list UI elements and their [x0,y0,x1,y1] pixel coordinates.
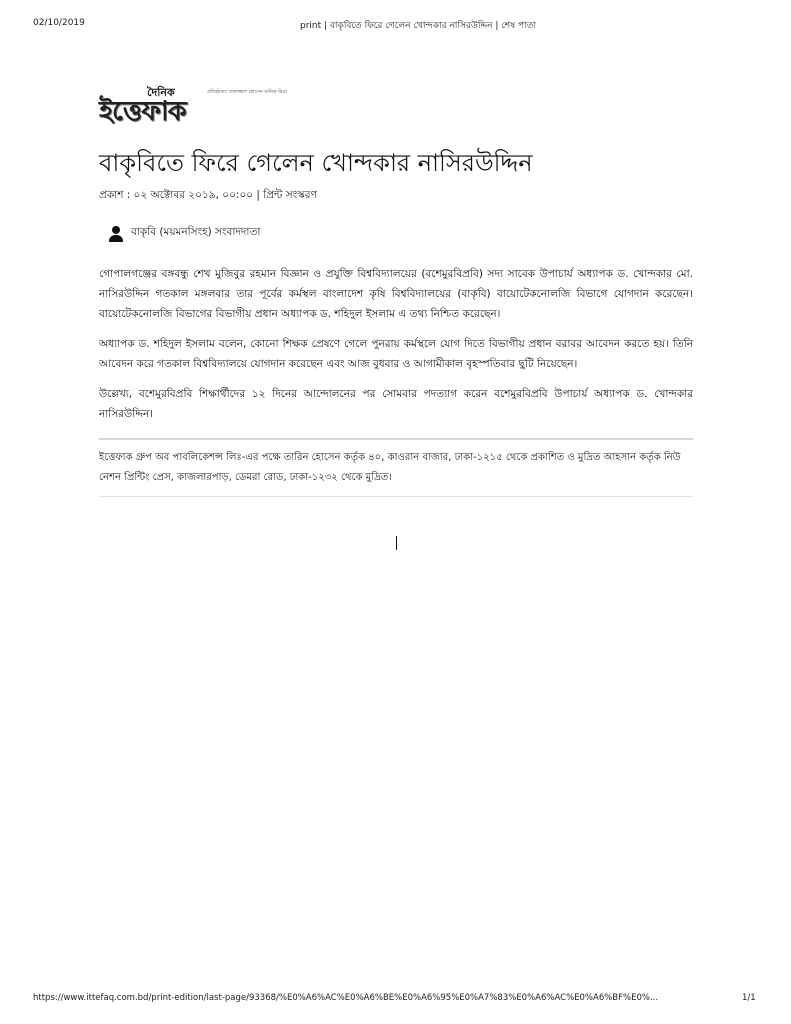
footer-divider-top [99,438,693,440]
footer-divider-bottom [99,496,693,497]
article-paragraph: উল্লেখ্য, বশেমুরবিপ্রবি শিক্ষার্থীদের ১২ দিনের আন্দোলনের পর সোমবার পদত্যাগ করেন বশেমুরবিপ্রবি উপাচার্য অধ্যাপক ড. খোন্দকার নাসিরউদ্দিন। [99,388,693,420]
article-headline: বাকৃবিতে ফিরে গেলেন খোন্দকার নাসিরউদ্দিন [99,149,533,177]
publisher-imprint: ইত্তেফাক গ্রুপ অব পাবলিকেশন্স লিঃ-এর পক্ষে তারিন হোসেন কর্তৃক ৪০, কাওরান বাজার, ঢাকা-১২১৫ থেকে প্রকাশিত ও মুদ্রিত আহসান কর্তৃক নিউ নেশন প্রিন্টিং প্রেস, কাজলারপাড়, ডেমরা রোড, ঢাকা-১২৩২ থেকে মুদ্রিত। [99,452,681,483]
masthead-logo [99,84,287,127]
print-footer-page-number: 1/1 [742,993,756,1003]
byline-text: বাকৃবি (ময়মনসিংহ) সংবাদদাতা [131,226,261,238]
masthead-small-text: দৈনিক [147,86,175,99]
article-paragraph: অধ্যাপক ড. শহিদুল ইসলাম বলেন, কোনো শিক্ষক প্রেষণে গেলে পুনরায় কর্মস্থলে যোগ দিতে বিভাগীয় প্রধান বরাবর আবেদন করতে হয়। তিনি আবেদন করে গতকাল বিশ্ববিদ্যালয়ে যোগদান করেছেন এবং আজ বুধবার ও আগামীকাল বৃহস্পতিবার ছুটি নিয়েছেন। [99,338,693,370]
print-footer-url: https://www.ittefaq.com.bd/print-edition/last-page/93368/%E0%A6%AC%E0%A6%BE%E0%A6%95%E0%A7%83%E0%A6%AC%E0%A6%BF%E0%... [33,993,659,1003]
article-body [99,264,693,424]
masthead-main-text: ইত্তেফাক [99,96,186,127]
print-header-title: print | বাকৃবিতে ফিরে গেলেন খোন্দকার নাসিরউদ্দিন | শেষ পাতা [300,21,537,31]
article [99,84,693,497]
masthead-tagline: প্রতিষ্ঠাতা: তফাজ্জল হোসেন মানিক মিয়া [207,89,287,95]
article-meta: প্রকাশ : ০২ অক্টোবর ২০১৯, ০০:০০ | প্রিন্ট সংস্করণ [99,189,317,201]
article-paragraph: গোপালগঞ্জের বঙ্গবন্ধু শেখ মুজিবুর রহমান বিজ্ঞান ও প্রযুক্তি বিশ্ববিদ্যালয়ের (বশেমুরবিপ্রবি) সদ্য সাবেক উপাচার্য অধ্যাপক ড. খোন্দকার মো. নাসিরউদ্দিন গতকাল মঙ্গলবার তার পূর্বের কর্মস্থল বাংলাদেশ কৃষি বিশ্ববিদ্যালয়ের (বাকৃবি) বায়োটেকনোলজি বিভাগে যোগদান করেছেন। বায়োটেকনোলজি বিভাগের বিভাগীয় প্রধান অধ্যাপক ড. শহিদুল ইসলাম এ তথ্য নিশ্চিত করেছেন। [99,268,693,320]
text-cursor [396,536,397,550]
print-header-date: 02/10/2019 [33,18,85,28]
person-icon [109,226,123,242]
article-byline [99,225,693,242]
